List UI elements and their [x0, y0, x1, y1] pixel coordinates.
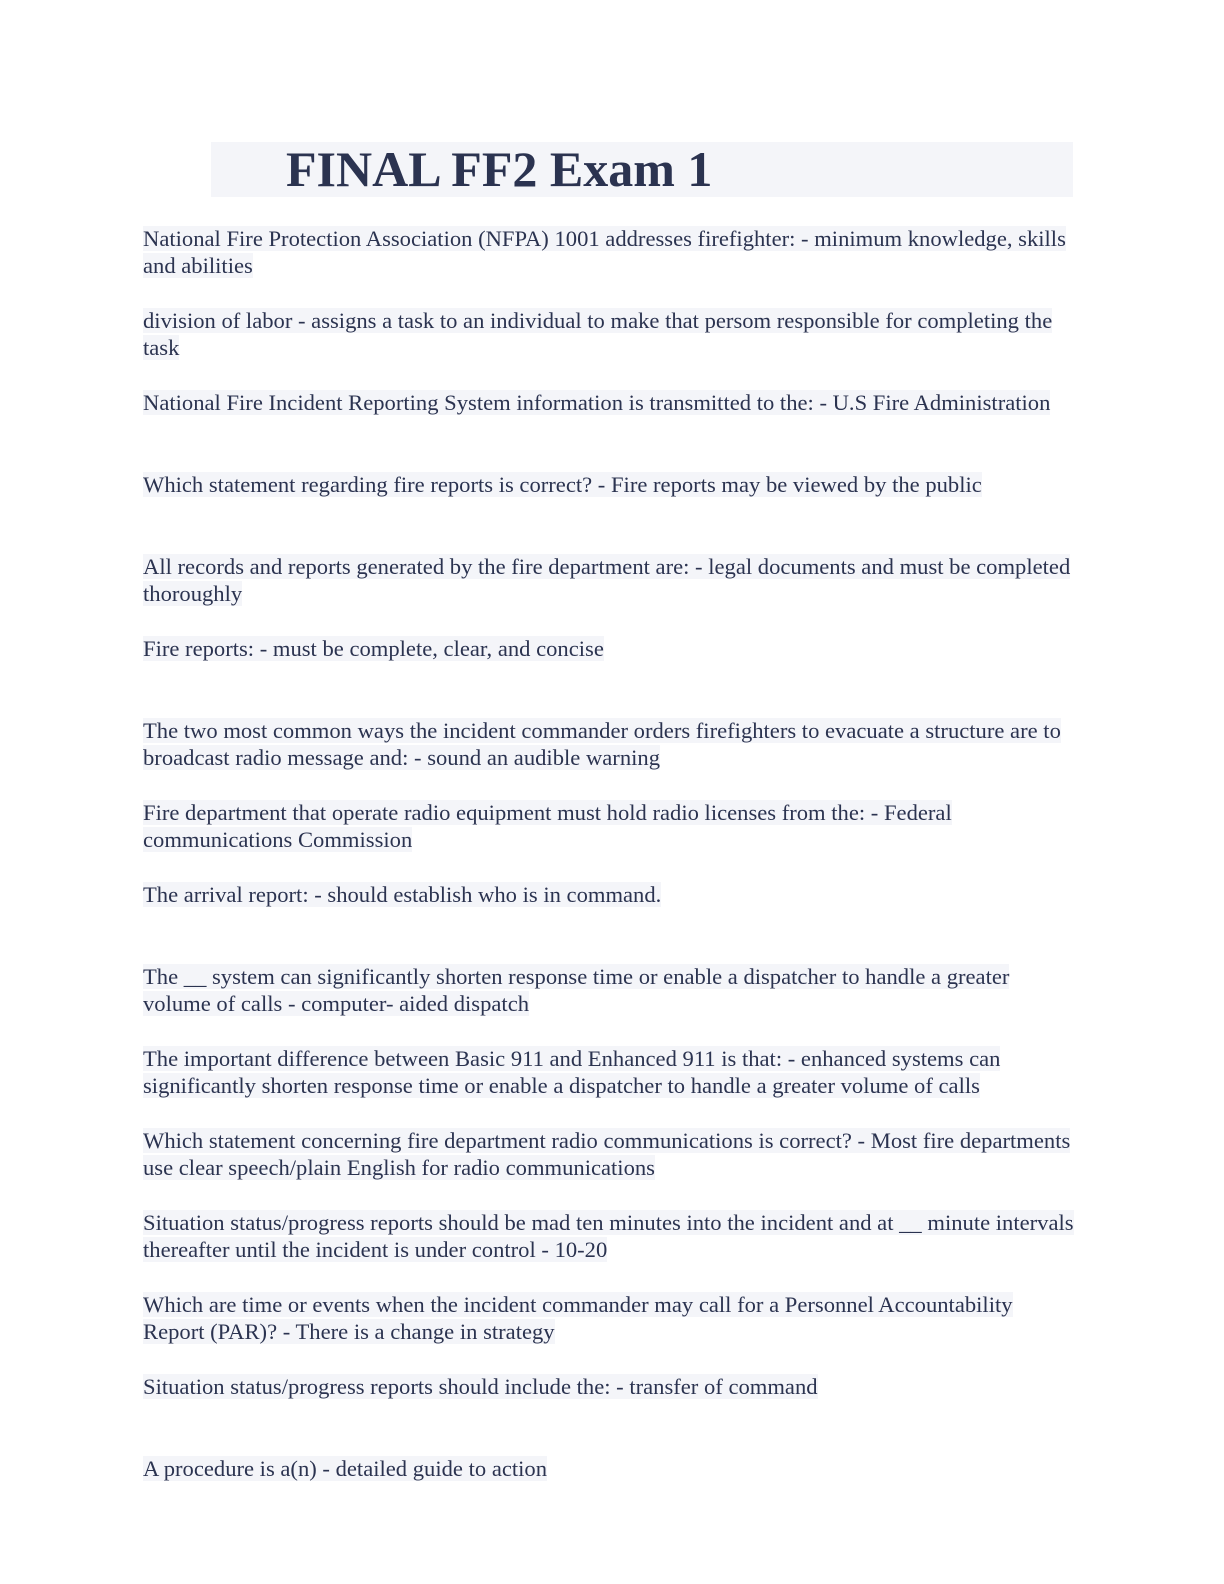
question-answer-text: Situation status/progress reports should include the: - transfer of command: [143, 1374, 818, 1399]
question-answer-text: Situation status/progress reports should be mad ten minutes into the incident and at __ minute intervals thereafter until the incident is under control - 10-20: [143, 1210, 1074, 1263]
list-item: [143, 963, 1078, 1045]
question-answer-text: National Fire Protection Association (NFPA) 1001 addresses firefighter: - minimum knowledge, skills and abilities: [143, 226, 1066, 279]
list-item: [143, 553, 1078, 635]
title-banner: [211, 142, 1073, 197]
list-item: [143, 389, 1078, 471]
question-answer-text: Fire reports: - must be complete, clear, and concise: [143, 636, 604, 661]
document-title: FINAL FF2 Exam 1: [286, 141, 713, 197]
question-answer-text: The important difference between Basic 911 and Enhanced 911 is that: - enhanced systems can significantly shorten response time or enable a dispatcher to handle a greater volume of calls: [143, 1046, 1001, 1099]
list-item: [143, 1291, 1078, 1373]
question-answer-text: The __ system can significantly shorten response time or enable a dispatcher to handle a greater volume of calls - computer- aided dispatch: [143, 964, 1010, 1017]
question-answer-text: A procedure is a(n) - detailed guide to action: [143, 1456, 548, 1481]
question-answer-text: division of labor - assigns a task to an individual to make that persom responsible for completing the task: [143, 308, 1053, 361]
list-item: [143, 799, 1078, 881]
list-item: [143, 1455, 1078, 1509]
list-item: [143, 1127, 1078, 1209]
list-item: [143, 225, 1078, 307]
list-item: [143, 1209, 1078, 1291]
question-answer-list: [143, 225, 1078, 1537]
list-item: [143, 1373, 1078, 1427]
question-answer-text: The arrival report: - should establish who is in command.: [143, 882, 662, 907]
list-item: [143, 635, 1078, 689]
question-answer-text: The two most common ways the incident commander orders firefighters to evacuate a structure are to broadcast radio message and: - sound an audible warning: [143, 718, 1061, 771]
list-item: [143, 307, 1078, 389]
question-answer-text: National Fire Incident Reporting System information is transmitted to the: - U.S Fire Administration: [143, 390, 1051, 415]
list-item: [143, 881, 1078, 935]
question-answer-text: Which are time or events when the incident commander may call for a Personnel Accountability Report (PAR)? - There is a change in strategy: [143, 1292, 1013, 1345]
question-answer-text: Which statement concerning fire department radio communications is correct? - Most fire departments use clear speech/plain English for radio communications: [143, 1128, 1071, 1181]
list-item: [143, 717, 1078, 799]
list-item: [143, 471, 1078, 525]
question-answer-text: Fire department that operate radio equipment must hold radio licenses from the: - Federal communications Commission: [143, 800, 952, 853]
question-answer-text: All records and reports generated by the fire department are: - legal documents and must be completed thoroughly: [143, 554, 1071, 607]
list-item: [143, 1045, 1078, 1127]
question-answer-text: Which statement regarding fire reports is correct? - Fire reports may be viewed by the public: [143, 472, 982, 497]
